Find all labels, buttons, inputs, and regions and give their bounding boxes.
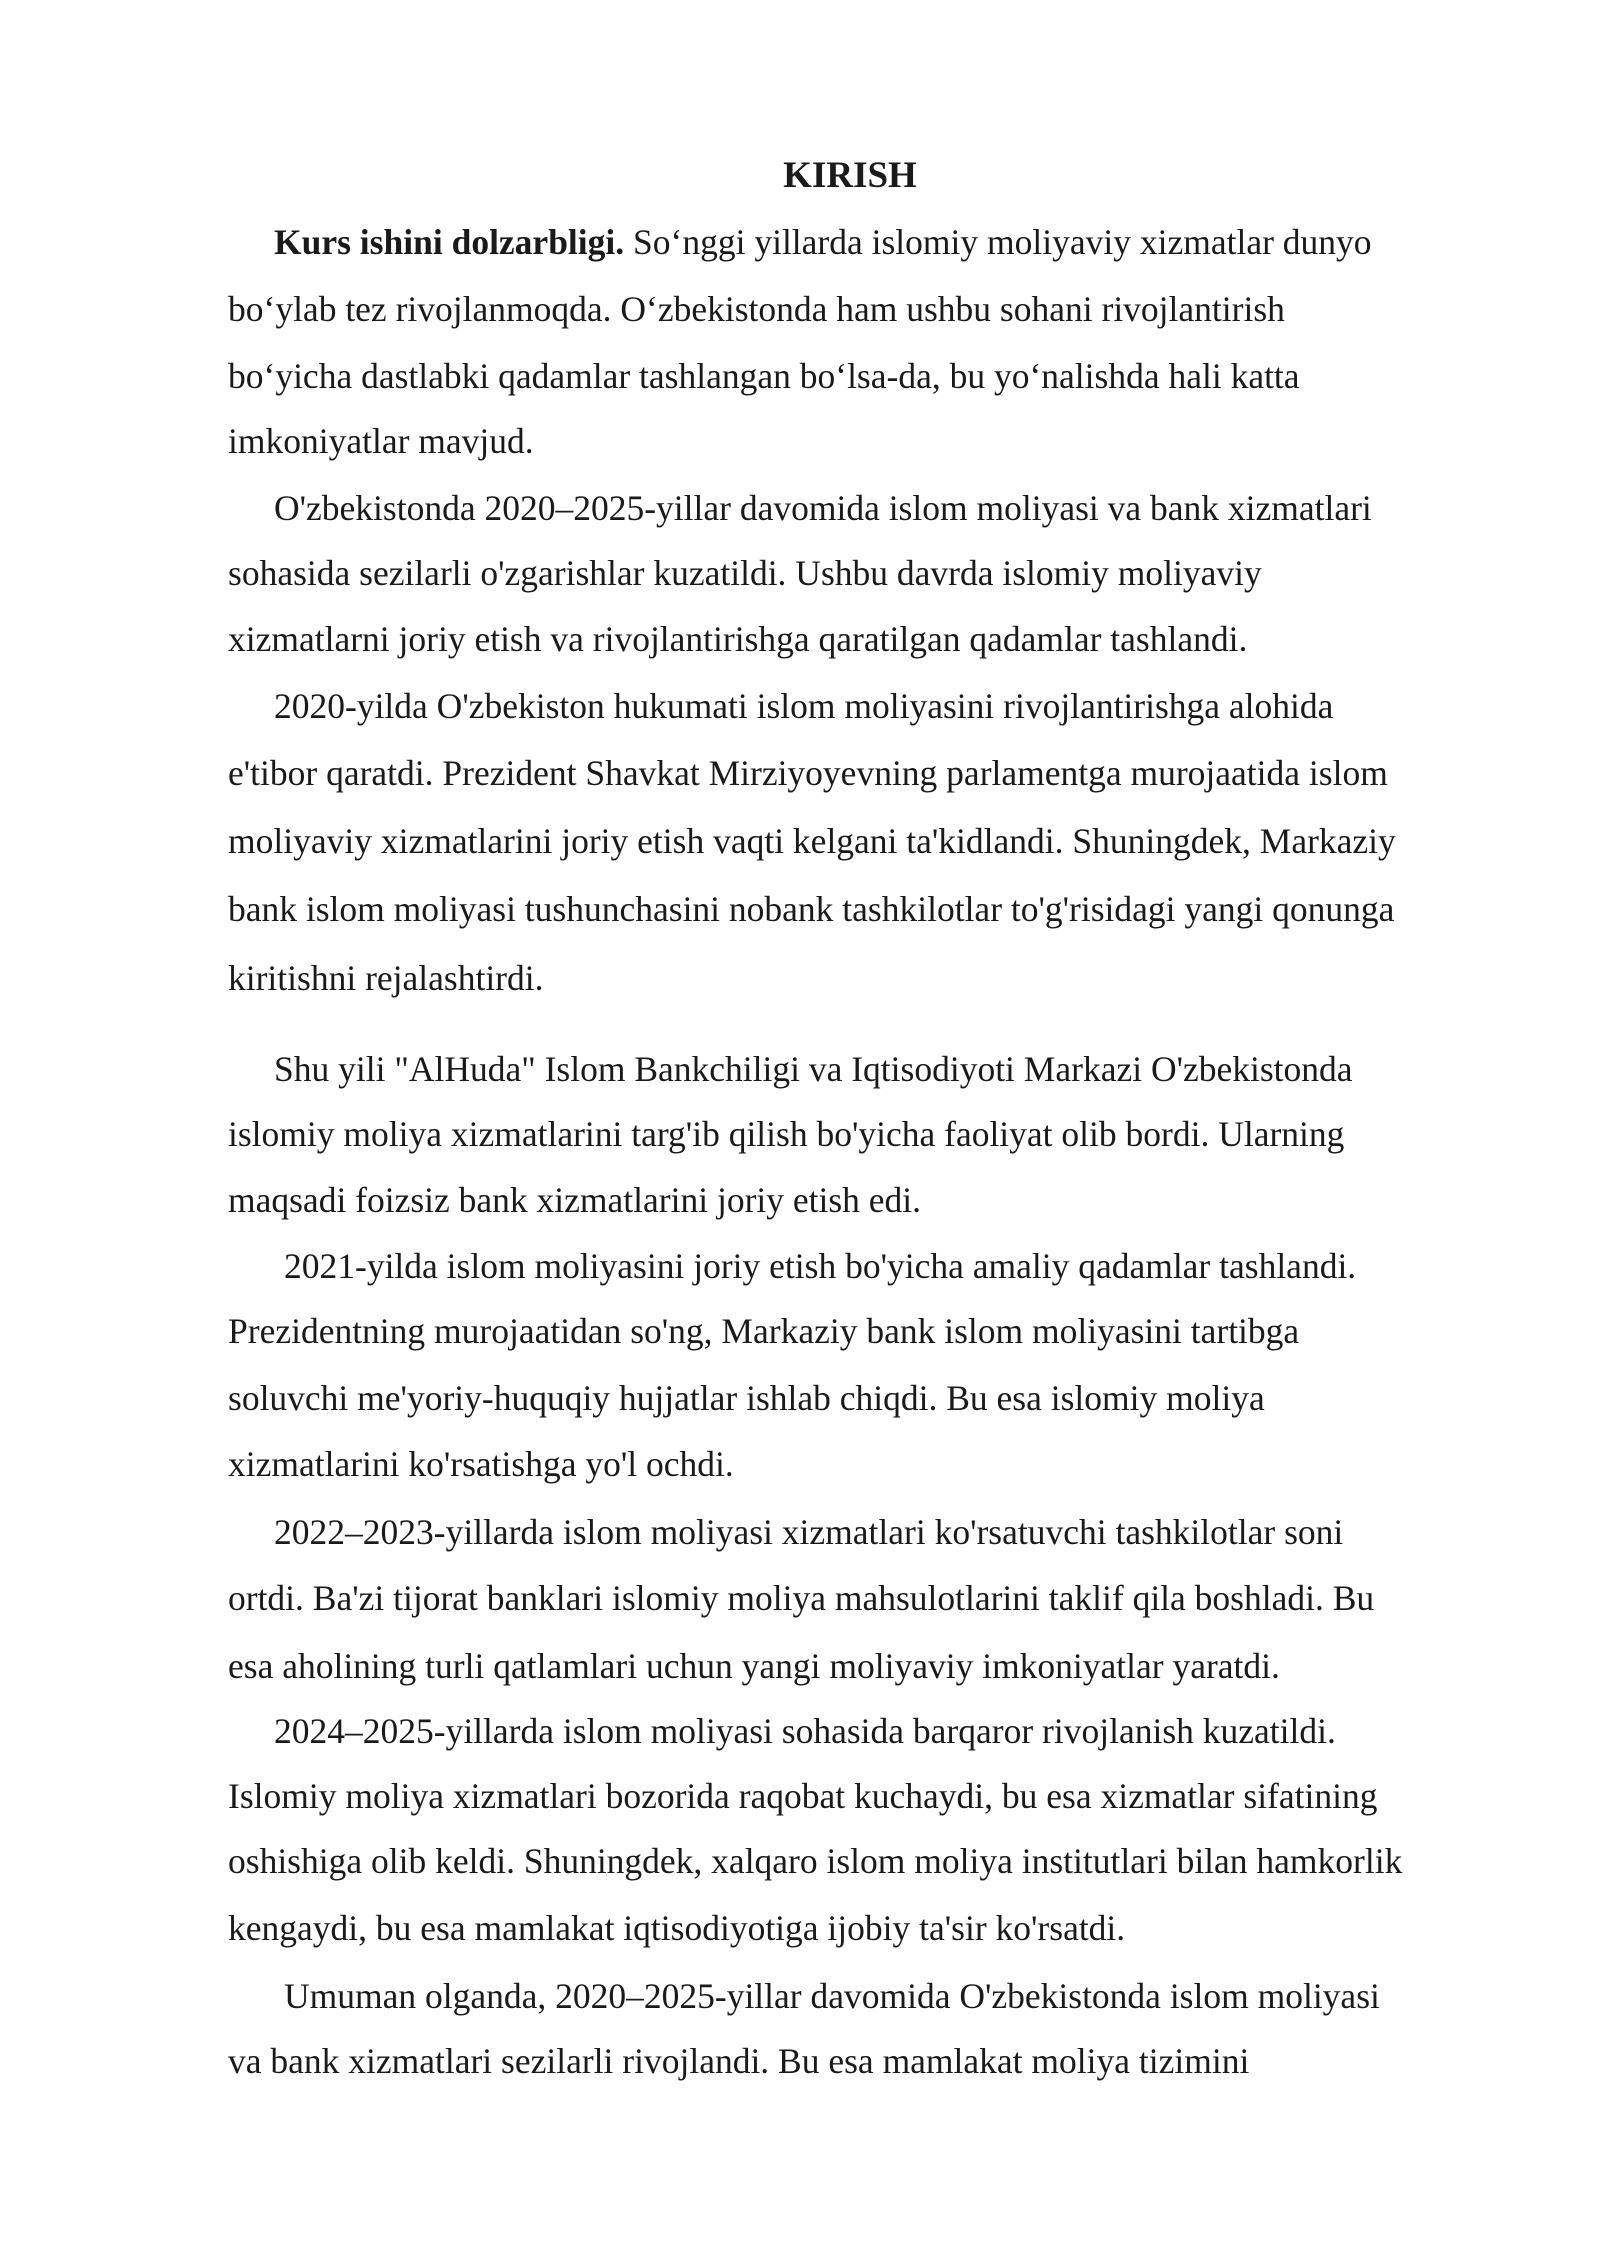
text-line: 2021-yilda islom moliyasini joriy etish bo'yicha amaliy qadamlar tashlandi.	[284, 1246, 1357, 1286]
text-line: 2022–2023-yillarda islom moliyasi xizmatlari ko'rsatuvchi tashkilotlar soni	[274, 1512, 1344, 1552]
text-line: va bank xizmatlari sezilarli rivojlandi. Bu esa mamlakat moliya tizimini	[228, 2041, 1250, 2081]
text-line: bo‘ylab tez rivojlanmoqda. O‘zbekistonda ham ushbu sohani rivojlantirish	[228, 289, 1285, 329]
text-line: ortdi. Ba'zi tijorat banklari islomiy moliya mahsulotlarini taklif qila boshladi. Bu	[228, 1578, 1375, 1618]
text-line: Umuman olganda, 2020–2025-yillar davomida O'zbekistonda islom moliyasi	[284, 1976, 1380, 2016]
section-lead: Kurs ishini dolzarbligi.	[274, 222, 625, 262]
text-line: 2020-yilda O'zbekiston hukumati islom moliyasini rivojlantirishga alohida	[274, 686, 1334, 726]
text-line: bo‘yicha dastlabki qadamlar tashlangan bo‘lsa-da, bu yo‘nalishda hali katta	[228, 356, 1300, 396]
text-line: soluvchi me'yoriy-huquqiy hujjatlar ishlab chiqdi. Bu esa islomiy moliya	[228, 1378, 1265, 1418]
text-line: moliyaviy xizmatlarini joriy etish vaqti kelgani ta'kidlandi. Shuningdek, Markaziy	[228, 821, 1396, 861]
text-line: esa aholining turli qatlamlari uchun yangi moliyaviy imkoniyatlar yaratdi.	[228, 1646, 1280, 1686]
text-line: Islomiy moliya xizmatlari bozorida raqobat kuchaydi, bu esa xizmatlar sifatining	[228, 1776, 1378, 1816]
text-line: sohasida sezilarli o'zgarishlar kuzatildi. Ushbu davrda islomiy moliyaviy	[228, 553, 1262, 593]
text-line: bank islom moliyasi tushunchasini nobank tashkilotlar to'g'risidagi yangi qonunga	[228, 889, 1395, 929]
text-line: xizmatlarini ko'rsatishga yo'l ochdi.	[228, 1444, 734, 1484]
text-line: maqsadi foizsiz bank xizmatlarini joriy etish edi.	[228, 1180, 922, 1220]
text-line: imkoniyatlar mavjud.	[228, 421, 534, 461]
text-line-content: So‘nggi yillarda islomiy moliyaviy xizmatlar dunyo	[624, 222, 1372, 262]
text-line: 2024–2025-yillarda islom moliyasi sohasida barqaror rivojlanish kuzatildi.	[274, 1711, 1336, 1751]
text-line: Shu yili "AlHuda" Islom Bankchiligi va Iqtisodiyoti Markazi O'zbekistonda	[274, 1049, 1353, 1089]
page-title: KIRISH	[783, 155, 917, 196]
text-line: oshishiga olib keldi. Shuningdek, xalqaro islom moliya institutlari bilan hamkorlik	[228, 1841, 1403, 1881]
text-line: e'tibor qaratdi. Prezident Shavkat Mirziyoyevning parlamentga murojaatida islom	[228, 753, 1388, 793]
text-line: kiritishni rejalashtirdi.	[228, 958, 544, 998]
text-line: kengaydi, bu esa mamlakat iqtisodiyotiga ijobiy ta'sir ko'rsatdi.	[228, 1908, 1126, 1948]
text-line	[274, 219, 1372, 265]
text-line: xizmatlarni joriy etish va rivojlantirishga qaratilgan qadamlar tashlandi.	[228, 619, 1248, 659]
text-line: O'zbekistonda 2020–2025-yillar davomida islom moliyasi va bank xizmatlari	[274, 488, 1372, 528]
text-line: islomiy moliya xizmatlarini targ'ib qilish bo'yicha faoliyat olib bordi. Ularning	[228, 1114, 1345, 1154]
text-line: Prezidentning murojaatidan so'ng, Markaziy bank islom moliyasini tartibga	[228, 1311, 1300, 1351]
